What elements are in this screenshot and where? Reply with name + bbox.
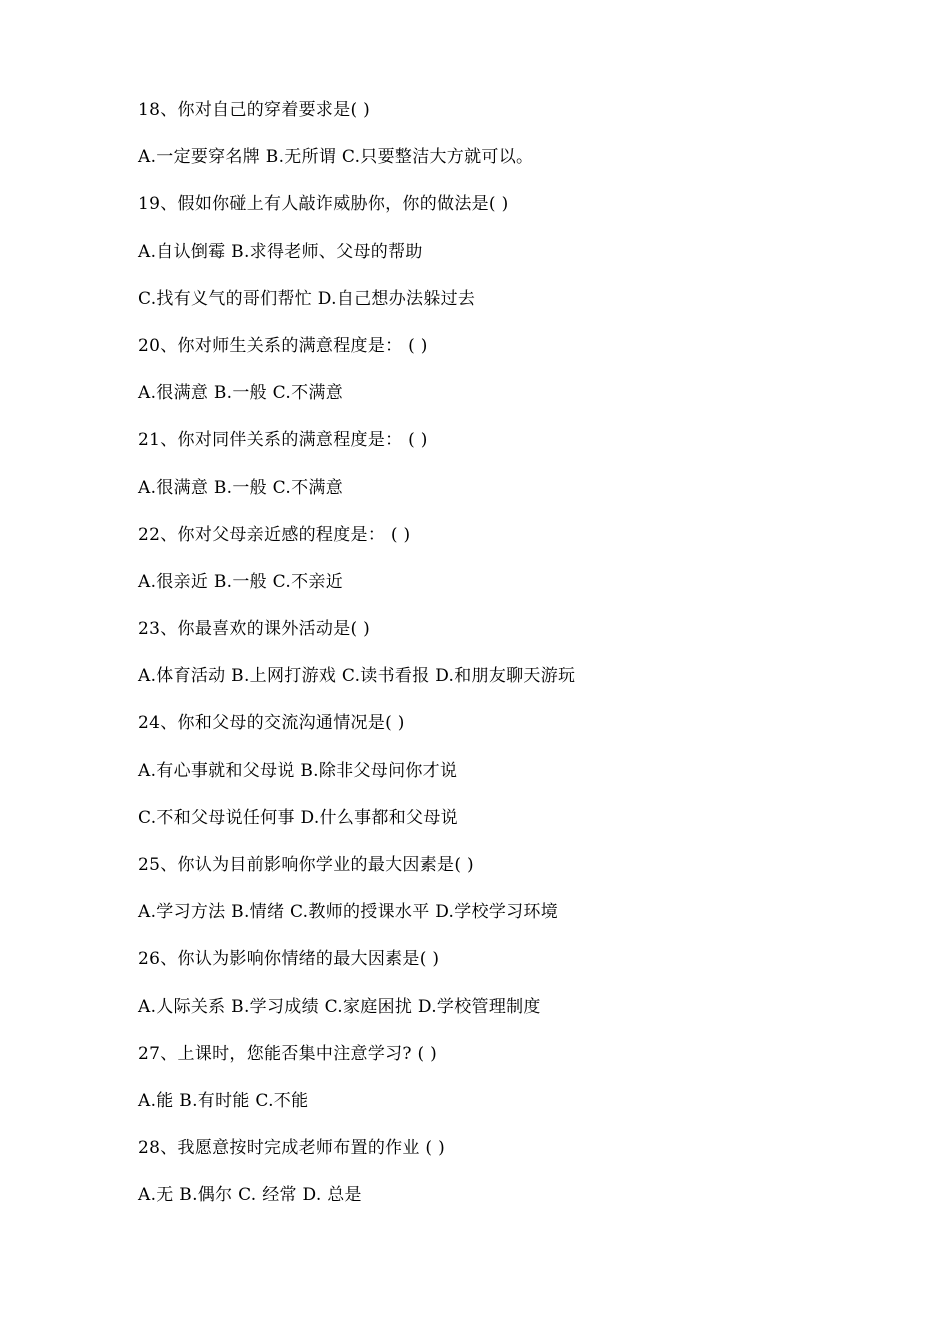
options-24-ab: A.有心事就和父母说 B.除非父母问你才说 (138, 760, 458, 781)
question-27: 27、上课时，您能否集中注意学习? ( ) (138, 1043, 438, 1064)
question-19: 19、假如你碰上有人敲诈威胁你，你的做法是( ) (138, 194, 509, 215)
question-26: 26、你认为影响你情绪的最大因素是( ) (138, 949, 440, 970)
options-25: A.学习方法 B.情绪 C.教师的授课水平 D.学校学习环境 (138, 902, 559, 923)
question-25: 25、你认为目前影响你学业的最大因素是( ) (138, 855, 474, 875)
question-22: 22、你对父母亲近感的程度是： ( ) (138, 524, 411, 545)
options-28: A.无 B.偶尔 C. 经常 D. 总是 (138, 1185, 362, 1206)
question-23: 23、你最喜欢的课外活动是( ) (138, 619, 371, 640)
question-18: 18、你对自己的穿着要求是( ) (138, 100, 371, 120)
options-23: A.体育活动 B.上网打游戏 C.读书看报 D.和朋友聊天游玩 (138, 666, 576, 687)
options-19-cd: C.找有义气的哥们帮忙 D.自己想办法躲过去 (138, 288, 476, 309)
questionnaire-body (138, 96, 898, 1229)
options-21: A.很满意 B.一般 C.不满意 (138, 477, 343, 498)
options-22: A.很亲近 B.一般 C.不亲近 (138, 571, 343, 592)
question-20: 20、你对师生关系的满意程度是： ( ) (138, 335, 428, 356)
options-24-cd: C.不和父母说任何事 D.什么事都和父母说 (138, 807, 458, 828)
options-20: A.很满意 B.一般 C.不满意 (138, 383, 343, 404)
options-26: A.人际关系 B.学习成绩 C.家庭困扰 D.学校管理制度 (138, 996, 541, 1017)
question-28: 28、我愿意按时完成老师布置的作业 ( ) (138, 1138, 446, 1159)
options-18: A.一定要穿名牌 B.无所谓 C.只要整洁大方就可以。 (138, 147, 534, 168)
question-21: 21、你对同伴关系的满意程度是： ( ) (138, 430, 428, 451)
options-27: A.能 B.有时能 C.不能 (138, 1090, 309, 1111)
question-24: 24、你和父母的交流沟通情况是( ) (138, 713, 405, 734)
options-19-ab: A.自认倒霉 B.求得老师、父母的帮助 (138, 241, 423, 262)
